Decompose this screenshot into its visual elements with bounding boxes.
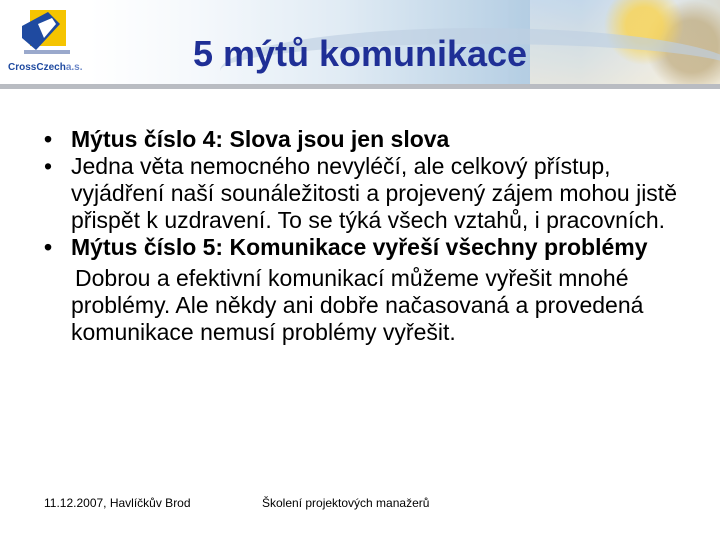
slide-header <box>0 0 720 90</box>
bullet-text: Mýtus číslo 4: Slova jsou jen slova <box>71 126 450 152</box>
footer-date-place: 11.12.2007, Havlíčkův Brod <box>44 496 191 510</box>
bullet-dot-icon: • <box>44 234 53 260</box>
myth-5-explanation: Dobrou a efektivní komunikací můžeme vyřešit mnohé problémy. Ale někdy ani dobře načasovaná a provedená komunikace nemusí problémy vyřešit. <box>71 265 644 345</box>
header-divider <box>0 84 720 89</box>
bullet-myth-5 <box>44 234 684 261</box>
footer-course-name: Školení projektových manažerů <box>262 496 430 510</box>
bullet-dot-icon: • <box>44 153 53 179</box>
logo-name: CrossCzech <box>8 62 66 73</box>
bullet-text: Mýtus číslo 5: Komunikace vyřeší všechny problémy <box>71 234 648 260</box>
slide-content <box>44 126 684 346</box>
bullet-dot-icon: • <box>44 126 53 152</box>
bullet-myth-4 <box>44 126 684 153</box>
bullet-text: Jedna věta nemocného nevyléčí, ale celkový přístup, vyjádření naší sounáležitosti a projevený zájem mohou jistě přispět k uzdravení. To se týká všech vztahů, i pracovních. <box>71 153 677 233</box>
bullet-explanation-4 <box>44 153 684 234</box>
slide-title: 5 mýtů komunikace <box>192 33 528 74</box>
logo-suffix: a.s. <box>65 62 83 73</box>
